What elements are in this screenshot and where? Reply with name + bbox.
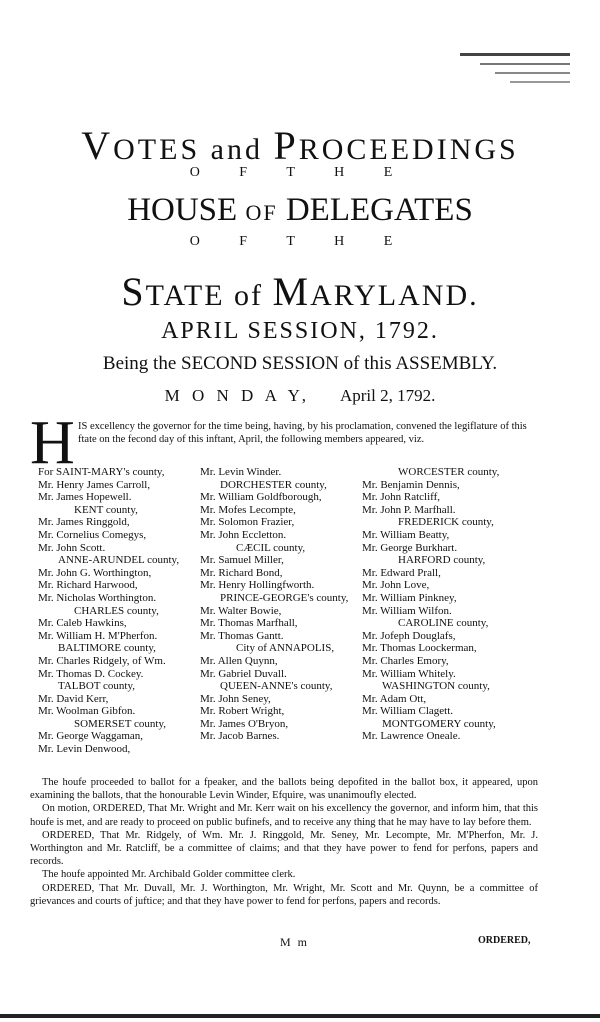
member-line: Mr. William Wilfon. (362, 604, 452, 617)
member-line: CÆCIL county, (236, 541, 306, 554)
member-line: Mr. Caleb Hawkins, (38, 617, 127, 630)
title-state-of-maryland: STATE of MARYLAND. (121, 269, 479, 314)
member-line: Mr. Thomas Gantt. (200, 629, 284, 642)
members-column-3 (362, 466, 499, 743)
member-line: Mr. Charles Emory, (362, 654, 449, 667)
member-line: Mr. James Hopewell. (38, 491, 132, 504)
catchword: ORDERED, (478, 935, 531, 946)
member-line: SOMERSET county, (74, 717, 166, 730)
paragraph-committee-of-claims: ORDERED, That Mr. Ridgely, of Wm. Mr. J. Ringgold, Mr. Seney, Mr. Lecompte, Mr. M'Pherfon, Mr. J. Worthington and Mr. Ratcliff, be a committee of claims; and that they have power to fend for perfons, papers and records. (30, 829, 538, 868)
member-line: Mr. John Eccletton. (200, 528, 287, 541)
member-line: Mr. George Waggaman, (38, 730, 144, 743)
proceedings-text (30, 776, 538, 908)
member-line: FREDERICK county, (398, 516, 494, 529)
member-line: Mr. John P. Marfhall. (362, 503, 456, 516)
member-line: DORCHESTER county, (220, 478, 327, 491)
member-line: Mr. Cornelius Comegys, (38, 528, 147, 541)
title-votes-and-proceedings: VOTES and PROCEEDINGS (81, 123, 519, 168)
member-line: Mr. William Pinkney, (362, 591, 457, 604)
member-line: MONTGOMERY county, (382, 717, 496, 730)
member-line: Mr. Adam Ott, (362, 692, 427, 705)
session-heading: APRIL SESSION, 1792. (161, 318, 439, 344)
member-line: Mr. Levin Winder. (200, 466, 282, 478)
member-line: Mr. John Seney, (200, 692, 271, 705)
member-line: Mr. David Kerr, (38, 692, 109, 705)
member-line: Mr. Richard Harwood, (38, 579, 138, 592)
member-line: Mr. Solomon Frazier, (200, 516, 295, 529)
member-line: Mr. Levin Denwood, (38, 743, 131, 756)
members-column-1 (38, 466, 179, 756)
member-line: Mr. John Love, (362, 579, 430, 592)
member-line: Mr. William H. M'Pherfon. (38, 629, 158, 642)
member-line: ANNE-ARUNDEL county, (58, 554, 180, 567)
member-line: WORCESTER county, (398, 466, 500, 478)
member-line: Mr. Walter Bowie, (200, 604, 282, 617)
member-line: Mr. Mofes Lecompte, (200, 503, 296, 516)
bottom-edge-rule (0, 1014, 600, 1018)
member-line: Mr. Robert Wright, (200, 705, 285, 718)
of-the-line-1: O F T H E (189, 165, 411, 180)
member-line: Mr. Charles Ridgely, of Wm. (38, 654, 166, 667)
member-line: Mr. Woolman Gibfon. (38, 705, 136, 718)
member-line: Mr. Henry James Carroll, (38, 478, 151, 491)
member-line: Mr. Lawrence Oneale. (362, 730, 461, 743)
members-column-2 (200, 466, 348, 743)
drop-cap: H (30, 409, 75, 477)
member-line: Mr. Jofeph Douglafs, (362, 629, 456, 642)
paragraph-committee-clerk: The houfe appointed Mr. Archibald Golder committee clerk. (42, 869, 296, 881)
member-line: Mr. Thomas Loockerman, (362, 642, 477, 655)
member-line: KENT county, (74, 503, 138, 516)
member-line: WASHINGTON county, (382, 680, 490, 693)
member-line: Mr. Nicholas Worthington. (38, 591, 157, 604)
member-line: PRINCE-GEORGE's county, (220, 591, 349, 604)
member-line: Mr. William Beatty, (362, 528, 450, 541)
member-line: TALBOT county, (58, 680, 136, 693)
intro-paragraph: IS excellency the governor for the time being, having, by his proclamation, convened the legiflature of this ftate on the fecond day of this inftant, April, the following members appeared, viz. (78, 421, 527, 445)
member-line: Mr. John Ratcliff, (362, 491, 441, 504)
date-line: M O N D A Y, April 2, 1792. (164, 386, 436, 405)
member-line: QUEEN-ANNE's county, (220, 680, 333, 693)
member-line: Mr. Jacob Barnes. (200, 730, 280, 743)
member-line: BALTIMORE county, (58, 642, 156, 655)
member-line: Mr. William Whitely. (362, 667, 456, 680)
member-line: CHARLES county, (74, 604, 159, 617)
member-line: Mr. John Scott. (38, 541, 106, 554)
member-line: Mr. William Clagett. (362, 705, 454, 718)
title-house-of-delegates: HOUSE OF DELEGATES (127, 192, 473, 228)
member-line: Mr. Benjamin Dennis, (362, 478, 460, 491)
member-line: HARFORD county, (398, 554, 486, 567)
member-line: CAROLINE county, (398, 617, 489, 630)
member-line: City of ANNAPOLIS, (236, 642, 335, 655)
member-line: Mr. Edward Prall, (362, 566, 441, 579)
member-line: Mr. Samuel Miller, (200, 554, 284, 567)
member-line: For SAINT-MARY's county, (38, 466, 165, 478)
member-line: Mr. Gabriel Duvall. (200, 667, 287, 680)
member-line: Mr. Thomas Marfhall, (200, 617, 298, 630)
session-subtitle: Being the SECOND SESSION of this ASSEMBLY. (102, 353, 498, 374)
member-line: Mr. Henry Hollingfworth. (200, 579, 315, 592)
member-line: Mr. James Ringgold, (38, 516, 130, 529)
bleed-through-marks (440, 45, 590, 105)
member-line: Mr. Thomas D. Cockey. (38, 667, 144, 680)
member-line: Mr. James O'Bryon, (200, 717, 289, 730)
signature-mark: M m (280, 935, 310, 949)
member-line: Mr. George Burkhart. (362, 541, 458, 554)
member-line: Mr. John G. Worthington, (38, 566, 152, 579)
of-the-line-2: O F T H E (189, 234, 411, 249)
member-line: Mr. Allen Quynn, (200, 654, 278, 667)
paragraph-wait-on-governor: On motion, ORDERED, That Mr. Wright and Mr. Kerr wait on his excellency the governor, and inform him, that this houfe is met, and are ready to proceed on public bufinefs, and to receive any thing that he may have to lay before them. (30, 803, 538, 828)
member-line: Mr. Richard Bond, (200, 566, 283, 579)
member-line: Mr. William Goldfborough, (200, 491, 322, 504)
paragraph-speaker-ballot: The houfe proceeded to ballot for a fpeaker, and the ballots being depofited in the ballot box, it appeared, upon examining the ballots, that the honourable Levin Winder, Efquire, was unanimoufly elected. (30, 777, 538, 802)
paragraph-committee-of-grievances: ORDERED, That Mr. Duvall, Mr. J. Worthington, Mr. Wright, Mr. Scott and Mr. Quynn, be a committee of grievances and courts of juftice; and that they have power to fend for perfons, papers and records. (30, 882, 538, 907)
